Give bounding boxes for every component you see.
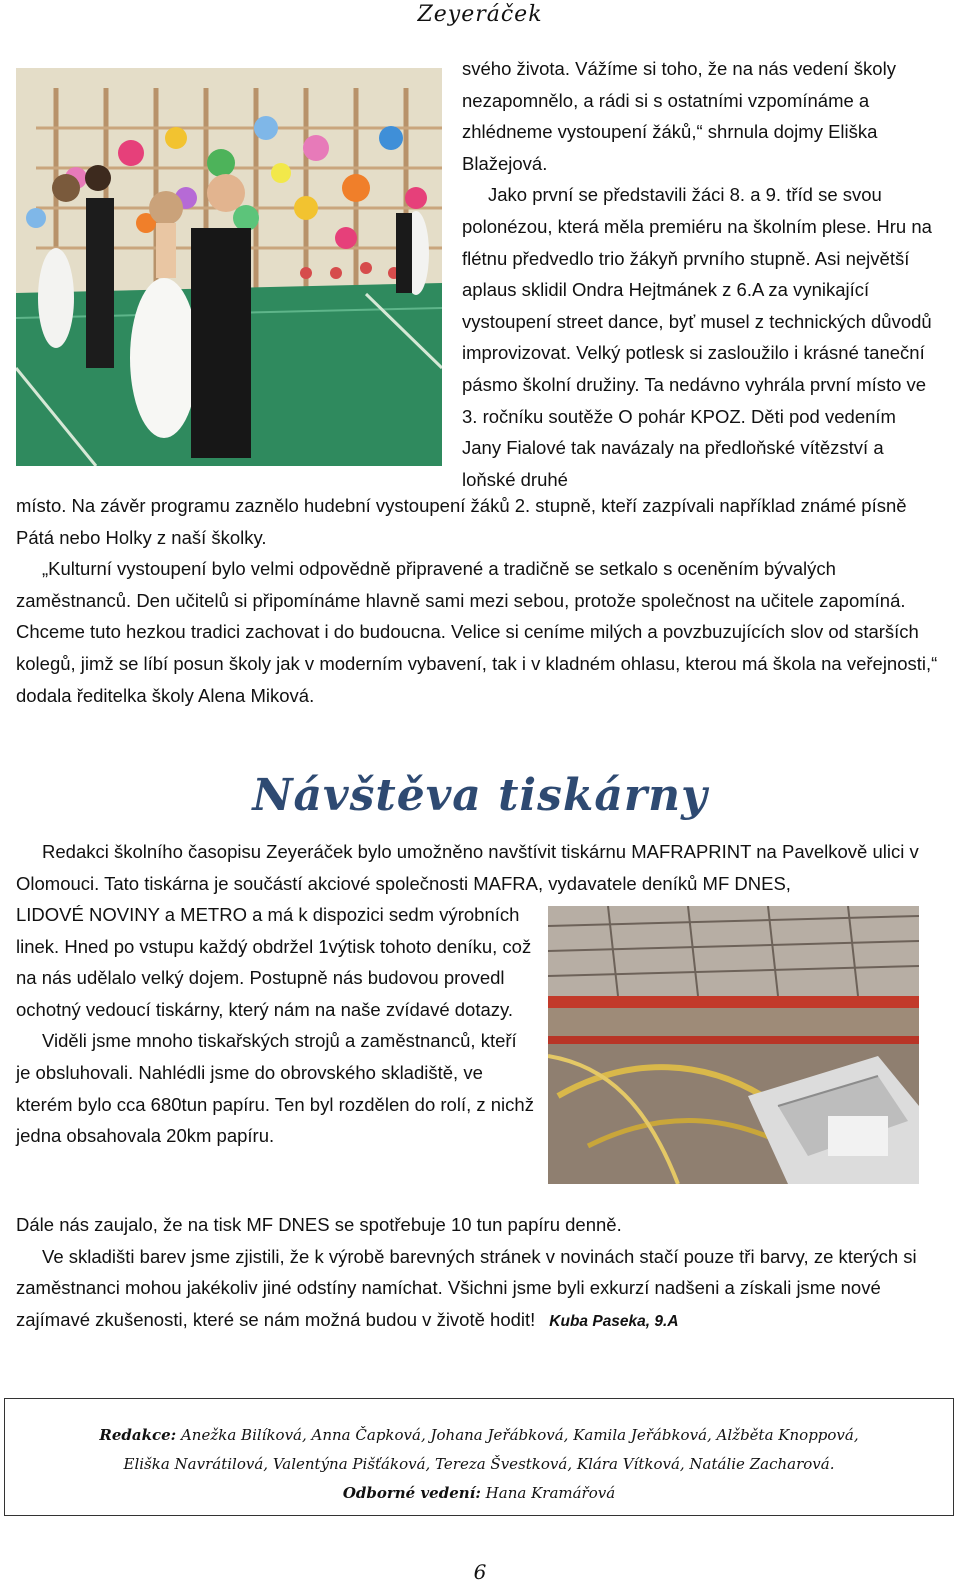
- printing-press-image: [548, 906, 919, 1184]
- article1-paragraph3: „Kulturní vystoupení bylo velmi odpovědně připravené a tradičně se setkalo s oceněním bývalých zaměstnanců. Den učitelů si připomínáme hlavně sami mezi sebou, protože společnost na učitele zapomíná. Chceme tuto hezkou tradici zachovat i do budoucna. Velice si ceníme milých a povzbuzujících slov od starších kolegů, jimž se líbí posun školy jak v moderním vybavení, tak i v kladném ohlasu, kterou má škola na veřejnosti,“ dodala ředitelka školy Alena Miková.: [16, 558, 938, 706]
- editors-line-2: Eliška Navrátilová, Valentýna Pišťáková, Tereza Švestková, Klára Vítková, Natálie Zacharová.: [123, 1455, 835, 1473]
- article2-intro: Redakci školního časopisu Zeyeráček bylo umožněno navštívit tiskárnu MAFRAPRINT na Pavelkově ulici v Olomouci. Tato tiskárna je součástí akciové společnosti MAFRA, vydavatele deníků MF DNES,: [16, 841, 919, 894]
- article2-title: Návštěva tiskárny: [252, 770, 708, 821]
- article1-paragraph2-end: místo. Na závěr programu zaznělo hudební vystoupení žáků 2. stupně, kteří zazpívali například známé písně Pátá nebo Holky z naší školky.: [16, 495, 907, 548]
- article2-text-beside-photo: [16, 899, 536, 1152]
- supervisor-line: [5, 1479, 953, 1508]
- article2-paragraph2-end: Dále nás zaujalo, že na tisk MF DNES se spotřebuje 10 tun papíru denně.: [16, 1214, 622, 1235]
- article2-intro-end: LIDOVÉ NOVINY a METRO a má k dispozici sedm výrobních linek. Hned po vstupu každý obdržel 1výtisk tohoto deníku, což na nás udělalo velký dojem. Postupně nás budovou provedl ochotný vedoucí tiskárny, který nám na naše zvídavé dotazy.: [16, 904, 532, 1020]
- supervisor-label: Odborné vedení:: [342, 1484, 481, 1502]
- dance-photo: [16, 68, 442, 466]
- article1-text-full: [16, 490, 946, 711]
- page-number: 6: [473, 1560, 487, 1584]
- article2-paragraph2-start: Viděli jsme mnoho tiskařských strojů a zaměstnanců, kteří je obsluhovali. Nahlédli jsme do obrovského skladiště, ve kterém bylo cca 680tun papíru. Ten byl rozdělen do rolí, z nichž jedna obsahovala 20km papíru.: [16, 1030, 534, 1147]
- editors-label: Redakce:: [99, 1426, 177, 1444]
- article2-paragraph3-text: Ve skladišti barev jsme zjistili, že k výrobě barevných stránek v novinách stačí pouze tři barvy, ze kterých si zaměstnanci mohou jakékoliv jiné odstíny namíchat. Všichni jsme byli exkurzí nadšeni a získali jsme nové zajímavé zkušenosti, které se nám možná budou v životě hodit!: [16, 1245, 917, 1330]
- article2-text-full: [16, 1209, 941, 1337]
- printing-press-photo: [548, 906, 919, 1184]
- article-byline: Kuba Paseka, 9.A: [549, 1312, 679, 1330]
- article1-text-beside-photo: [462, 53, 938, 495]
- editorial-credits-box: [4, 1398, 954, 1516]
- dance-photo-image: [16, 68, 442, 466]
- editors-line-1: [5, 1421, 953, 1450]
- article1-paragraph2-start: Jako první se představili žáci 8. a 9. tříd se svou polonézou, která měla premiéru na školním plese. Hru na flétnu předvedlo trio žákyň prvního stupně. Asi největší aplaus sklidil Ondra Hejtmánek z 6.A za vynikající vystoupení street dance, byť musel z technických důvodů improvizovat. Velký potlesk si zasloužilo i krásné taneční pásmo školní družiny. Ta nedávno vyhrála první místo ve 3. ročníku soutěže O pohár KPOZ. Děti pod vedením Jany Fialové tak navázaly na předloňské vítězství a loňské druhé: [462, 184, 932, 490]
- magazine-title: Zeyeráček: [417, 2, 543, 27]
- article1-paragraph1-end: svého života. Vážíme si toho, že na nás vedení školy nezapomnělo, a rádi si s ostatními vzpomínáme a zhlédneme vystoupení žáků,“ shrnula dojmy Eliška Blažejová.: [462, 58, 896, 174]
- supervisor-name: Hana Kramářová: [485, 1484, 616, 1502]
- editors-names-1: Anežka Bilíková, Anna Čapková, Johana Jeřábková, Kamila Jeřábková, Alžběta Knoppová,: [180, 1426, 859, 1444]
- article2-paragraph3: [16, 1241, 941, 1338]
